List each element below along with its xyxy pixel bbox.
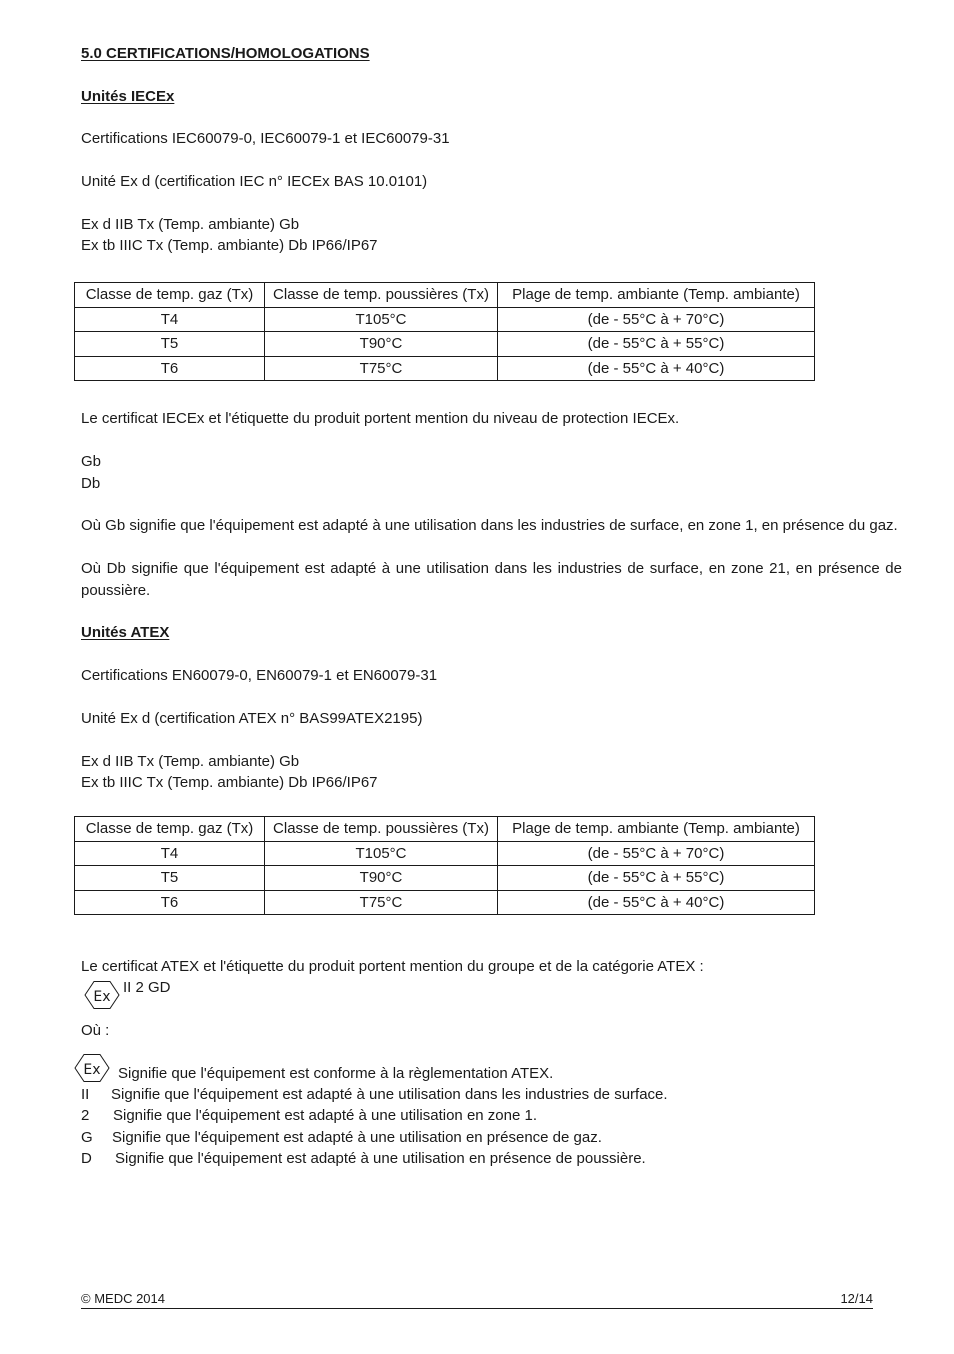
header-ambient-range: Plage de temp. ambiante (Temp. ambiante) xyxy=(498,817,815,842)
table-cell: T90°C xyxy=(265,866,498,891)
table-header-row xyxy=(75,283,815,308)
table-cell: T6 xyxy=(75,356,265,381)
footer-page-number: 12/14 xyxy=(840,1291,873,1306)
iecex-gb-explanation: Où Gb signifie que l'équipement est adapté à une utilisation dans les industries de surface, en zone 1, en présence du gaz. xyxy=(81,517,898,534)
ex-hexagon-icon xyxy=(74,1053,110,1083)
atex-where-label: Où : xyxy=(81,1022,110,1039)
ex-hexagon-icon xyxy=(84,980,120,1010)
table-cell: T6 xyxy=(75,890,265,915)
table-cell: (de - 55°C à + 40°C) xyxy=(498,356,815,381)
header-gas-class: Classe de temp. gaz (Tx) xyxy=(75,817,265,842)
table-row xyxy=(75,841,815,866)
legend-text: Signifie que l'équipement est adapté à une utilisation dans les industries de surface. xyxy=(111,1086,668,1103)
ex-symbol-text: Ex xyxy=(83,1062,101,1078)
iecex-marking-gas: Ex d IIB Tx (Temp. ambiante) Gb xyxy=(81,216,300,233)
table-cell: T4 xyxy=(75,307,265,332)
table-row xyxy=(75,890,815,915)
legend-item-ii xyxy=(81,1086,668,1104)
table-cell: (de - 55°C à + 55°C) xyxy=(498,332,815,357)
atex-marking-dust: Ex tb IIIC Tx (Temp. ambiante) Db IP66/IP67 xyxy=(81,774,378,791)
iecex-temperature-table xyxy=(74,282,815,381)
header-dust-class: Classe de temp. poussières (Tx) xyxy=(265,283,498,308)
header-gas-class: Classe de temp. gaz (Tx) xyxy=(75,283,265,308)
table-cell: T105°C xyxy=(265,307,498,332)
table-cell: (de - 55°C à + 70°C) xyxy=(498,841,815,866)
table-cell: T90°C xyxy=(265,332,498,357)
table-row xyxy=(75,356,815,381)
iecex-heading: Unités IECEx xyxy=(81,88,175,105)
iecex-marking-dust: Ex tb IIIC Tx (Temp. ambiante) Db IP66/IP67 xyxy=(81,237,378,254)
legend-item-2 xyxy=(81,1107,537,1125)
header-dust-class: Classe de temp. poussières (Tx) xyxy=(265,817,498,842)
iecex-certifications: Certifications IEC60079-0, IEC60079-1 et IEC60079-31 xyxy=(81,130,450,147)
legend-key: 2 xyxy=(81,1107,90,1124)
table-cell: T4 xyxy=(75,841,265,866)
table-cell: T5 xyxy=(75,866,265,891)
table-cell: T75°C xyxy=(265,890,498,915)
footer-divider xyxy=(81,1308,873,1309)
iecex-level-gb: Gb xyxy=(81,453,102,470)
table-cell: (de - 55°C à + 55°C) xyxy=(498,866,815,891)
footer-copyright: © MEDC 2014 xyxy=(81,1291,165,1306)
ex-symbol-text: Ex xyxy=(93,989,111,1005)
table-row xyxy=(75,332,815,357)
atex-group-marking: II 2 GD xyxy=(123,979,171,996)
legend-text: Signifie que l'équipement est adapté à une utilisation en présence de gaz. xyxy=(112,1129,602,1146)
table-cell: (de - 55°C à + 40°C) xyxy=(498,890,815,915)
legend-text: Signifie que l'équipement est adapté à une utilisation en zone 1. xyxy=(113,1107,537,1124)
table-cell: (de - 55°C à + 70°C) xyxy=(498,307,815,332)
atex-certifications: Certifications EN60079-0, EN60079-1 et EN60079-31 xyxy=(81,667,438,684)
atex-temperature-table xyxy=(74,816,815,915)
table-cell: T5 xyxy=(75,332,265,357)
iecex-db-explanation: Où Db signifie que l'équipement est adapté à une utilisation dans les industries de surface, en zone 21, en présence de poussière. xyxy=(81,560,902,599)
atex-unit-line: Unité Ex d (certification ATEX n° BAS99ATEX2195) xyxy=(81,710,423,727)
legend-key: G xyxy=(81,1129,93,1146)
iecex-protection-note: Le certificat IECEx et l'étiquette du produit portent mention du niveau de protection IECEx. xyxy=(81,410,680,427)
table-cell: T105°C xyxy=(265,841,498,866)
atex-group-note: Le certificat ATEX et l'étiquette du produit portent mention du groupe et de la catégorie ATEX : xyxy=(81,958,704,975)
section-title: 5.0 CERTIFICATIONS/HOMOLOGATIONS xyxy=(81,45,370,62)
table-header-row xyxy=(75,817,815,842)
iecex-unit-line: Unité Ex d (certification IEC n° IECEx BAS 10.0101) xyxy=(81,173,428,190)
legend-item-d xyxy=(81,1150,646,1168)
table-row xyxy=(75,866,815,891)
legend-key: D xyxy=(81,1150,92,1167)
table-row xyxy=(75,307,815,332)
legend-item-g xyxy=(81,1129,602,1147)
legend-text: Signifie que l'équipement est adapté à une utilisation en présence de poussière. xyxy=(115,1150,646,1167)
iecex-level-db: Db xyxy=(81,475,101,492)
legend-text: Signifie que l'équipement est conforme à la règlementation ATEX. xyxy=(118,1065,554,1082)
atex-marking-gas: Ex d IIB Tx (Temp. ambiante) Gb xyxy=(81,753,300,770)
legend-key: II xyxy=(81,1086,90,1103)
atex-heading: Unités ATEX xyxy=(81,624,170,641)
legend-item-ex xyxy=(118,1065,553,1083)
header-ambient-range: Plage de temp. ambiante (Temp. ambiante) xyxy=(498,283,815,308)
table-cell: T75°C xyxy=(265,356,498,381)
